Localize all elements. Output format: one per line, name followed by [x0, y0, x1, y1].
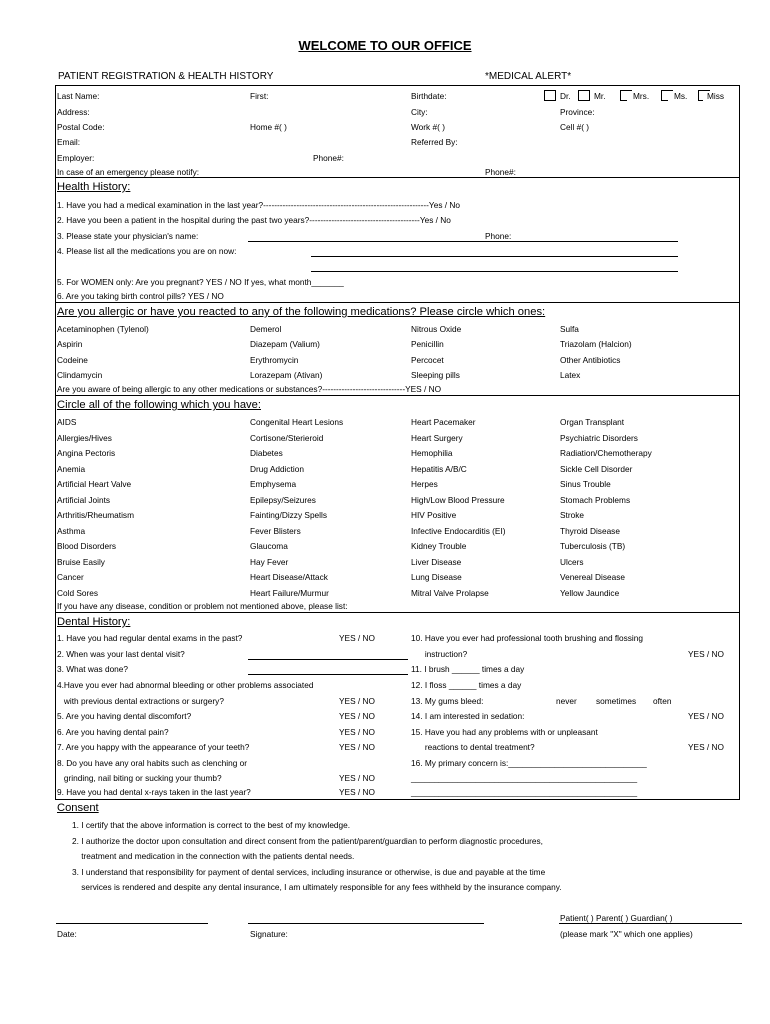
dental-question-5: 5. Are you having dental discomfort? — [57, 711, 192, 721]
title-mr-checkbox[interactable] — [578, 90, 590, 101]
last-visit-line[interactable] — [248, 659, 408, 660]
allergy-item[interactable]: Lorazepam (Ativan) — [250, 370, 323, 380]
conditions-heading: Circle all of the following which you have: — [57, 399, 261, 411]
employer-phone-label: Phone#: — [313, 153, 344, 163]
date-line[interactable] — [56, 923, 208, 924]
condition-item[interactable]: Hay Fever — [250, 556, 289, 567]
condition-item[interactable]: Kidney Trouble — [411, 541, 467, 551]
section-divider — [55, 177, 740, 178]
other-conditions-question: If you have any disease, condition or problem not mentioned above, please list: — [57, 601, 348, 611]
yes-no-option[interactable]: YES / NO — [339, 633, 375, 643]
dental-question-16: 16. My primary concern is:______________________________ — [411, 758, 647, 768]
physician-name-line[interactable] — [248, 241, 678, 242]
form-border — [55, 85, 740, 800]
emergency-phone-label: Phone#: — [485, 167, 516, 177]
condition-item[interactable]: HIV Positive — [411, 510, 457, 520]
condition-item[interactable]: Artificial Heart Valve — [57, 479, 132, 489]
work-phone-label: Work #( ) — [411, 122, 445, 132]
dental-question-15: 15. Have you had any problems with or unpleasant — [411, 727, 598, 737]
dental-question-9: 9. Have you had dental x-rays taken in the last year? — [57, 787, 251, 797]
condition-item[interactable]: Bruise Easily — [57, 556, 105, 567]
health-question-6: 6. Are you taking birth control pills? YES / NO — [57, 291, 224, 301]
condition-item[interactable]: Sinus Trouble — [560, 479, 611, 489]
dental-question-4: 4.Have you ever had abnormal bleeding or other problems associated — [57, 680, 314, 690]
form-title: WELCOME TO OUR OFFICE — [298, 38, 472, 53]
section-divider — [55, 612, 740, 613]
condition-item[interactable]: Stomach Problems — [560, 494, 631, 505]
dental-question-10: 10. Have you ever had professional tooth brushing and flossing — [411, 633, 644, 643]
home-phone-label: Home #( ) — [250, 122, 287, 132]
condition-item[interactable]: Fainting/Dizzy Spells — [250, 510, 328, 520]
gums-sometimes-option[interactable]: sometimes — [596, 696, 637, 706]
condition-item[interactable]: Cancer — [57, 572, 84, 582]
allergy-item[interactable]: Penicillin — [411, 339, 444, 349]
allergy-item[interactable]: Aspirin — [57, 339, 83, 349]
condition-item[interactable]: Ulcers — [560, 556, 584, 567]
postal-code-label: Postal Code: — [57, 122, 105, 132]
health-question-4: 4. Please list all the medications you are on now: — [57, 246, 237, 256]
condition-item[interactable]: Yellow Jaundice — [560, 587, 620, 598]
signature-label: Signature: — [250, 929, 288, 939]
medications-line-1[interactable] — [311, 256, 678, 257]
form-subtitle: PATIENT REGISTRATION & HEALTH HISTORY — [58, 71, 274, 82]
allergy-item[interactable]: Sleeping pills — [411, 370, 460, 380]
dental-question-12: 12. I floss ______ times a day — [411, 680, 522, 690]
allergy-item[interactable]: Diazepam (Valium) — [250, 339, 320, 349]
address-label: Address: — [57, 107, 90, 117]
allergy-item[interactable]: Clindamycin — [57, 370, 103, 380]
health-question-5: 5. For WOMEN only: Are you pregnant? YES / NO If yes, what month_______ — [57, 277, 344, 287]
referred-by-label: Referred By: — [411, 137, 458, 147]
what-was-done-line[interactable] — [248, 674, 408, 675]
title-mr-label: Mr. — [594, 91, 606, 101]
condition-item[interactable]: Angina Pectoris — [57, 448, 116, 458]
condition-item[interactable]: Herpes — [411, 479, 438, 489]
employer-label: Employer: — [57, 153, 95, 163]
condition-item[interactable]: Venereal Disease — [560, 572, 626, 582]
dental-question-7: 7. Are you happy with the appearance of your teeth? — [57, 742, 250, 752]
province-label: Province: — [560, 107, 595, 117]
yes-no-option[interactable]: YES / NO — [339, 787, 375, 797]
allergy-item[interactable]: Codeine — [57, 355, 88, 365]
primary-concern-line[interactable]: _________________________________________________ — [411, 773, 638, 783]
condition-item[interactable]: Radiation/Chemotherapy — [560, 448, 652, 458]
date-label: Date: — [57, 929, 77, 939]
dental-question-13: 13. My gums bleed: — [411, 696, 484, 706]
condition-item[interactable]: AIDS — [57, 417, 77, 427]
title-dr-checkbox[interactable] — [544, 90, 556, 101]
yes-no-option[interactable]: YES / NO — [339, 711, 375, 721]
signature-line[interactable] — [248, 923, 484, 924]
condition-item[interactable]: Mitral Valve Prolapse — [411, 587, 489, 598]
condition-item[interactable]: High/Low Blood Pressure — [411, 494, 505, 505]
first-name-label: First: — [250, 91, 269, 101]
last-name-label: Last Name: — [57, 91, 100, 101]
allergy-item[interactable]: Erythromycin — [250, 355, 299, 365]
allergy-item[interactable]: Sulfa — [560, 324, 579, 334]
condition-item[interactable]: Hemophilia — [411, 448, 453, 458]
condition-item[interactable]: Artificial Joints — [57, 494, 111, 505]
medical-alert-label: *MEDICAL ALERT* — [485, 71, 572, 82]
other-allergies-question: Are you aware of being allergic to any other medications or substances?------------------------------YES / NO — [57, 384, 442, 394]
consent-heading: Consent — [57, 802, 99, 814]
condition-item[interactable]: Anemia — [57, 463, 86, 474]
condition-item[interactable]: Congenital Heart Lesions — [250, 417, 344, 427]
condition-item[interactable]: Arthritis/Rheumatism — [57, 510, 134, 520]
allergy-item[interactable]: Nitrous Oxide — [411, 324, 462, 334]
medications-line-2[interactable] — [311, 271, 678, 272]
condition-item[interactable]: Heart Pacemaker — [411, 417, 476, 427]
allergy-item[interactable]: Percocet — [411, 355, 444, 365]
condition-item[interactable]: Thyroid Disease — [560, 525, 620, 536]
condition-item[interactable]: Heart Failure/Murmur — [250, 587, 329, 598]
dental-question-2: 2. When was your last dental visit? — [57, 649, 185, 659]
primary-concern-line[interactable]: _________________________________________________ — [411, 787, 638, 797]
condition-item[interactable]: Organ Transplant — [560, 417, 625, 427]
city-label: City: — [411, 107, 428, 117]
condition-item[interactable]: Fever Blisters — [250, 525, 301, 536]
health-question-2: 2. Have you been a patient in the hospital during the past two years?----------------------------------------Yes / No — [57, 215, 451, 225]
condition-item[interactable]: Infective Endocarditis (EI) — [411, 525, 506, 536]
gums-often-option[interactable]: often — [653, 696, 672, 706]
gums-never-option[interactable]: never — [556, 696, 577, 706]
condition-item[interactable]: Psychiatric Disorders — [560, 432, 638, 443]
allergy-item[interactable]: Latex — [560, 370, 581, 380]
yes-no-option[interactable]: YES / NO — [688, 742, 724, 752]
condition-item[interactable]: Blood Disorders — [57, 541, 117, 551]
title-mrs-label: Mrs. — [627, 91, 649, 101]
yes-no-option[interactable]: YES / NO — [339, 696, 375, 706]
health-question-1: 1. Have you had a medical examination in the last year?------------------------------------------------------------Yes / No — [57, 200, 460, 210]
consent-line: services is rendered and despite any dental insurance, I am ultimately responsible for any fees withheld by the insurance company. — [72, 882, 562, 892]
condition-item[interactable]: Asthma — [57, 525, 86, 536]
dental-question-3: 3. What was done? — [57, 664, 129, 674]
consent-line: 2. I authorize the doctor upon consultation and direct consent from the patient/parent/guardian to perform diagnostic procedures, — [72, 836, 543, 846]
dental-question-14: 14. I am interested in sedation: — [411, 711, 525, 721]
emergency-contact-label: In case of an emergency please notify: — [57, 167, 200, 177]
condition-item[interactable]: Glaucoma — [250, 541, 288, 551]
condition-item[interactable]: Emphysema — [250, 479, 297, 489]
dental-question-8: 8. Do you have any oral habits such as clenching or — [57, 758, 248, 768]
allergy-item[interactable]: Demerol — [250, 324, 282, 334]
yes-no-option[interactable]: YES / NO — [688, 649, 724, 659]
cell-phone-label: Cell #( ) — [560, 122, 590, 132]
dental-question-15-cont: reactions to dental treatment? — [411, 742, 535, 752]
condition-item[interactable]: Allergies/Hives — [57, 432, 112, 443]
dental-question-4-cont: with previous dental extractions or surgery? — [57, 696, 224, 706]
title-dr-label: Dr. — [560, 91, 571, 101]
dental-history-heading: Dental History: — [57, 616, 131, 628]
yes-no-option[interactable]: YES / NO — [339, 773, 375, 783]
relation-line — [559, 923, 742, 924]
physician-phone-label: Phone: — [485, 231, 512, 241]
allergies-heading: Are you allergic or have you reacted to any of the following medications? Please circle which ones: — [57, 306, 546, 318]
section-divider — [55, 302, 740, 303]
condition-item[interactable]: Tuberculosis (TB) — [560, 541, 626, 551]
allergy-item[interactable]: Triazolam (Halcion) — [560, 339, 632, 349]
title-miss-label: Miss — [703, 91, 724, 101]
yes-no-option[interactable]: YES / NO — [339, 742, 375, 752]
condition-item[interactable]: Cortisone/Sterieroid — [250, 432, 324, 443]
dental-question-8-cont: grinding, nail biting or sucking your thumb? — [57, 773, 222, 783]
consent-line: 1. I certify that the above information is correct to the best of my knowledge. — [72, 820, 351, 830]
relation-note: (please mark "X" which one applies) — [560, 929, 693, 939]
allergy-item[interactable]: Acetaminophen (Tylenol) — [57, 324, 149, 334]
relation-options[interactable]: Patient( ) Parent( ) Guardian( ) — [560, 913, 673, 923]
allergy-item[interactable]: Other Antibiotics — [560, 355, 621, 365]
section-divider — [55, 395, 740, 396]
health-question-3: 3. Please state your physician's name: — [57, 231, 199, 241]
condition-item[interactable]: Sickle Cell Disorder — [560, 463, 633, 474]
yes-no-option[interactable]: YES / NO — [688, 711, 724, 721]
condition-item[interactable]: Heart Surgery — [411, 432, 463, 443]
email-label: Email: — [57, 137, 81, 147]
condition-item[interactable]: Liver Disease — [411, 556, 462, 567]
dental-question-11: 11. I brush ______ times a day — [411, 664, 525, 674]
birthdate-label: Birthdate: — [411, 91, 447, 101]
condition-item[interactable]: Epilepsy/Seizures — [250, 494, 316, 505]
dental-question-6: 6. Are you having dental pain? — [57, 727, 169, 737]
condition-item[interactable]: Drug Addiction — [250, 463, 304, 474]
condition-item[interactable]: Diabetes — [250, 448, 283, 458]
yes-no-option[interactable]: YES / NO — [339, 727, 375, 737]
title-ms-label: Ms. — [668, 91, 687, 101]
health-history-heading: Health History: — [57, 181, 131, 193]
dental-question-1: 1. Have you had regular dental exams in the past? — [57, 633, 243, 643]
condition-item[interactable]: Cold Sores — [57, 587, 99, 598]
consent-line: treatment and medication in the connection with the patients dental needs. — [72, 851, 355, 861]
condition-item[interactable]: Heart Disease/Attack — [250, 572, 328, 582]
condition-item[interactable]: Hepatitis A/B/C — [411, 463, 467, 474]
dental-question-10-cont: instruction? — [411, 649, 468, 659]
consent-line: 3. I understand that responsibility for payment of dental services, including insurance or otherwise, is due and payable at the time — [72, 867, 546, 877]
condition-item[interactable]: Stroke — [560, 510, 584, 520]
condition-item[interactable]: Lung Disease — [411, 572, 462, 582]
